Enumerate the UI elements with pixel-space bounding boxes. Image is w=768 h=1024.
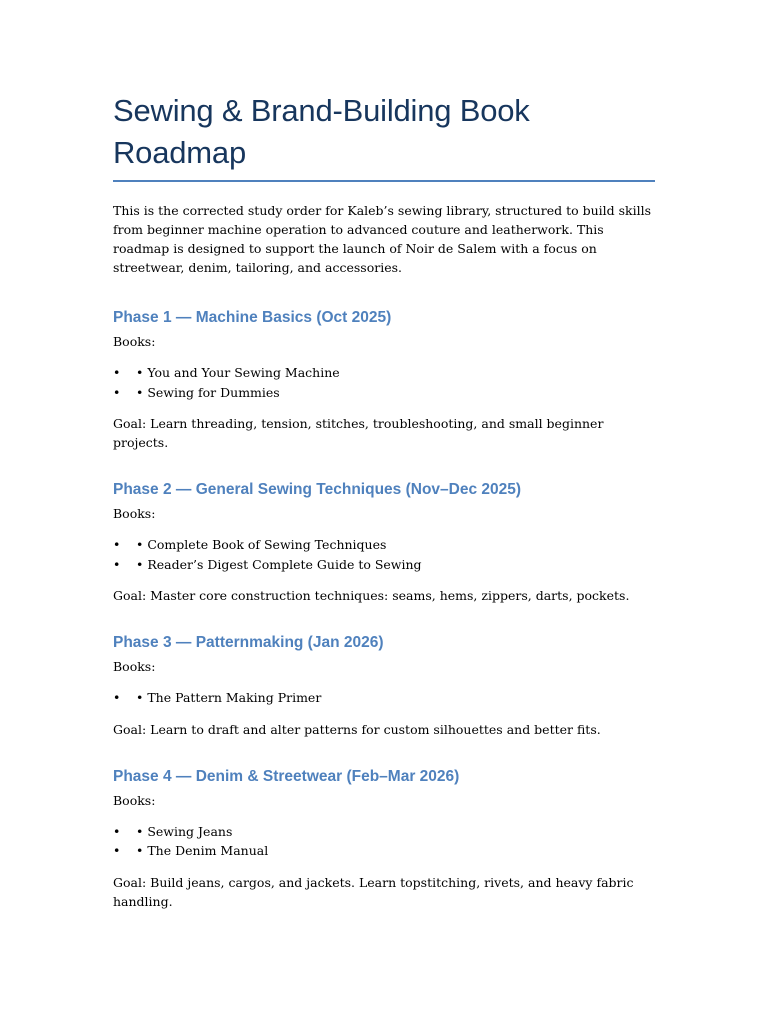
phase-2-books-label: Books: (113, 506, 156, 521)
intro-paragraph: This is the corrected study order for Kaleb’s sewing library, structured to build skills from beginner machine operation to advanced couture and leatherwork. This roadmap is designed to support the launch of Noir de Salem with a focus on streetwear, denim, tailoring, and accessories. (113, 203, 652, 275)
book-list-item (113, 841, 655, 861)
document-page (113, 90, 655, 911)
book-title: • The Pattern Making Primer (136, 690, 322, 705)
book-title: • The Denim Manual (136, 843, 269, 858)
bullet-icon: • (113, 556, 121, 572)
phase-4-section (113, 767, 655, 911)
phase-1-section (113, 308, 655, 452)
book-list-item (113, 383, 655, 403)
book-title: • Reader’s Digest Complete Guide to Sewing (136, 556, 422, 572)
bullet-icon: • (113, 384, 121, 400)
book-list-item (113, 688, 655, 708)
phase-3-books-label: Books: (113, 659, 156, 674)
phase-2-section (113, 480, 655, 605)
phase-1-goal: Goal: Learn threading, tension, stitches, troubleshooting, and small beginner projects. (113, 416, 604, 450)
phase-4-heading: Phase 4 — Denim & Streetwear (Feb–Mar 2026) (113, 767, 460, 785)
book-list-item (113, 363, 655, 383)
book-title: • Sewing for Dummies (136, 384, 280, 400)
phase-2-book-list (113, 535, 655, 574)
book-title: • Sewing Jeans (136, 823, 233, 839)
bullet-icon: • (113, 365, 121, 380)
phase-1-book-list (113, 363, 655, 402)
bullet-icon: • (113, 823, 121, 839)
phase-3-section (113, 633, 655, 739)
phase-3-book-list (113, 688, 655, 708)
book-list-item (113, 535, 655, 555)
phase-4-book-list (113, 822, 655, 861)
book-list-item (113, 555, 655, 575)
book-list-item (113, 822, 655, 842)
document-title: Sewing & Brand-Building Book Roadmap (113, 90, 655, 182)
phase-3-goal: Goal: Learn to draft and alter patterns for custom silhouettes and better fits. (113, 721, 601, 737)
book-title: • Complete Book of Sewing Techniques (136, 537, 387, 552)
phase-4-goal: Goal: Build jeans, cargos, and jackets. Learn topstitching, rivets, and heavy fabric handling. (113, 874, 634, 909)
phase-1-books-label: Books: (113, 334, 156, 349)
phase-2-goal: Goal: Master core construction techniques: seams, hems, zippers, darts, pockets. (113, 588, 630, 603)
phase-4-books-label: Books: (113, 792, 156, 808)
phase-3-heading: Phase 3 — Patternmaking (Jan 2026) (113, 634, 384, 651)
bullet-icon: • (113, 537, 121, 552)
bullet-icon: • (113, 690, 121, 705)
phase-2-heading: Phase 2 — General Sewing Techniques (Nov–Dec 2025) (113, 481, 522, 498)
bullet-icon: • (113, 843, 121, 858)
book-title: • You and Your Sewing Machine (136, 365, 340, 380)
phase-1-heading: Phase 1 — Machine Basics (Oct 2025) (113, 309, 392, 326)
